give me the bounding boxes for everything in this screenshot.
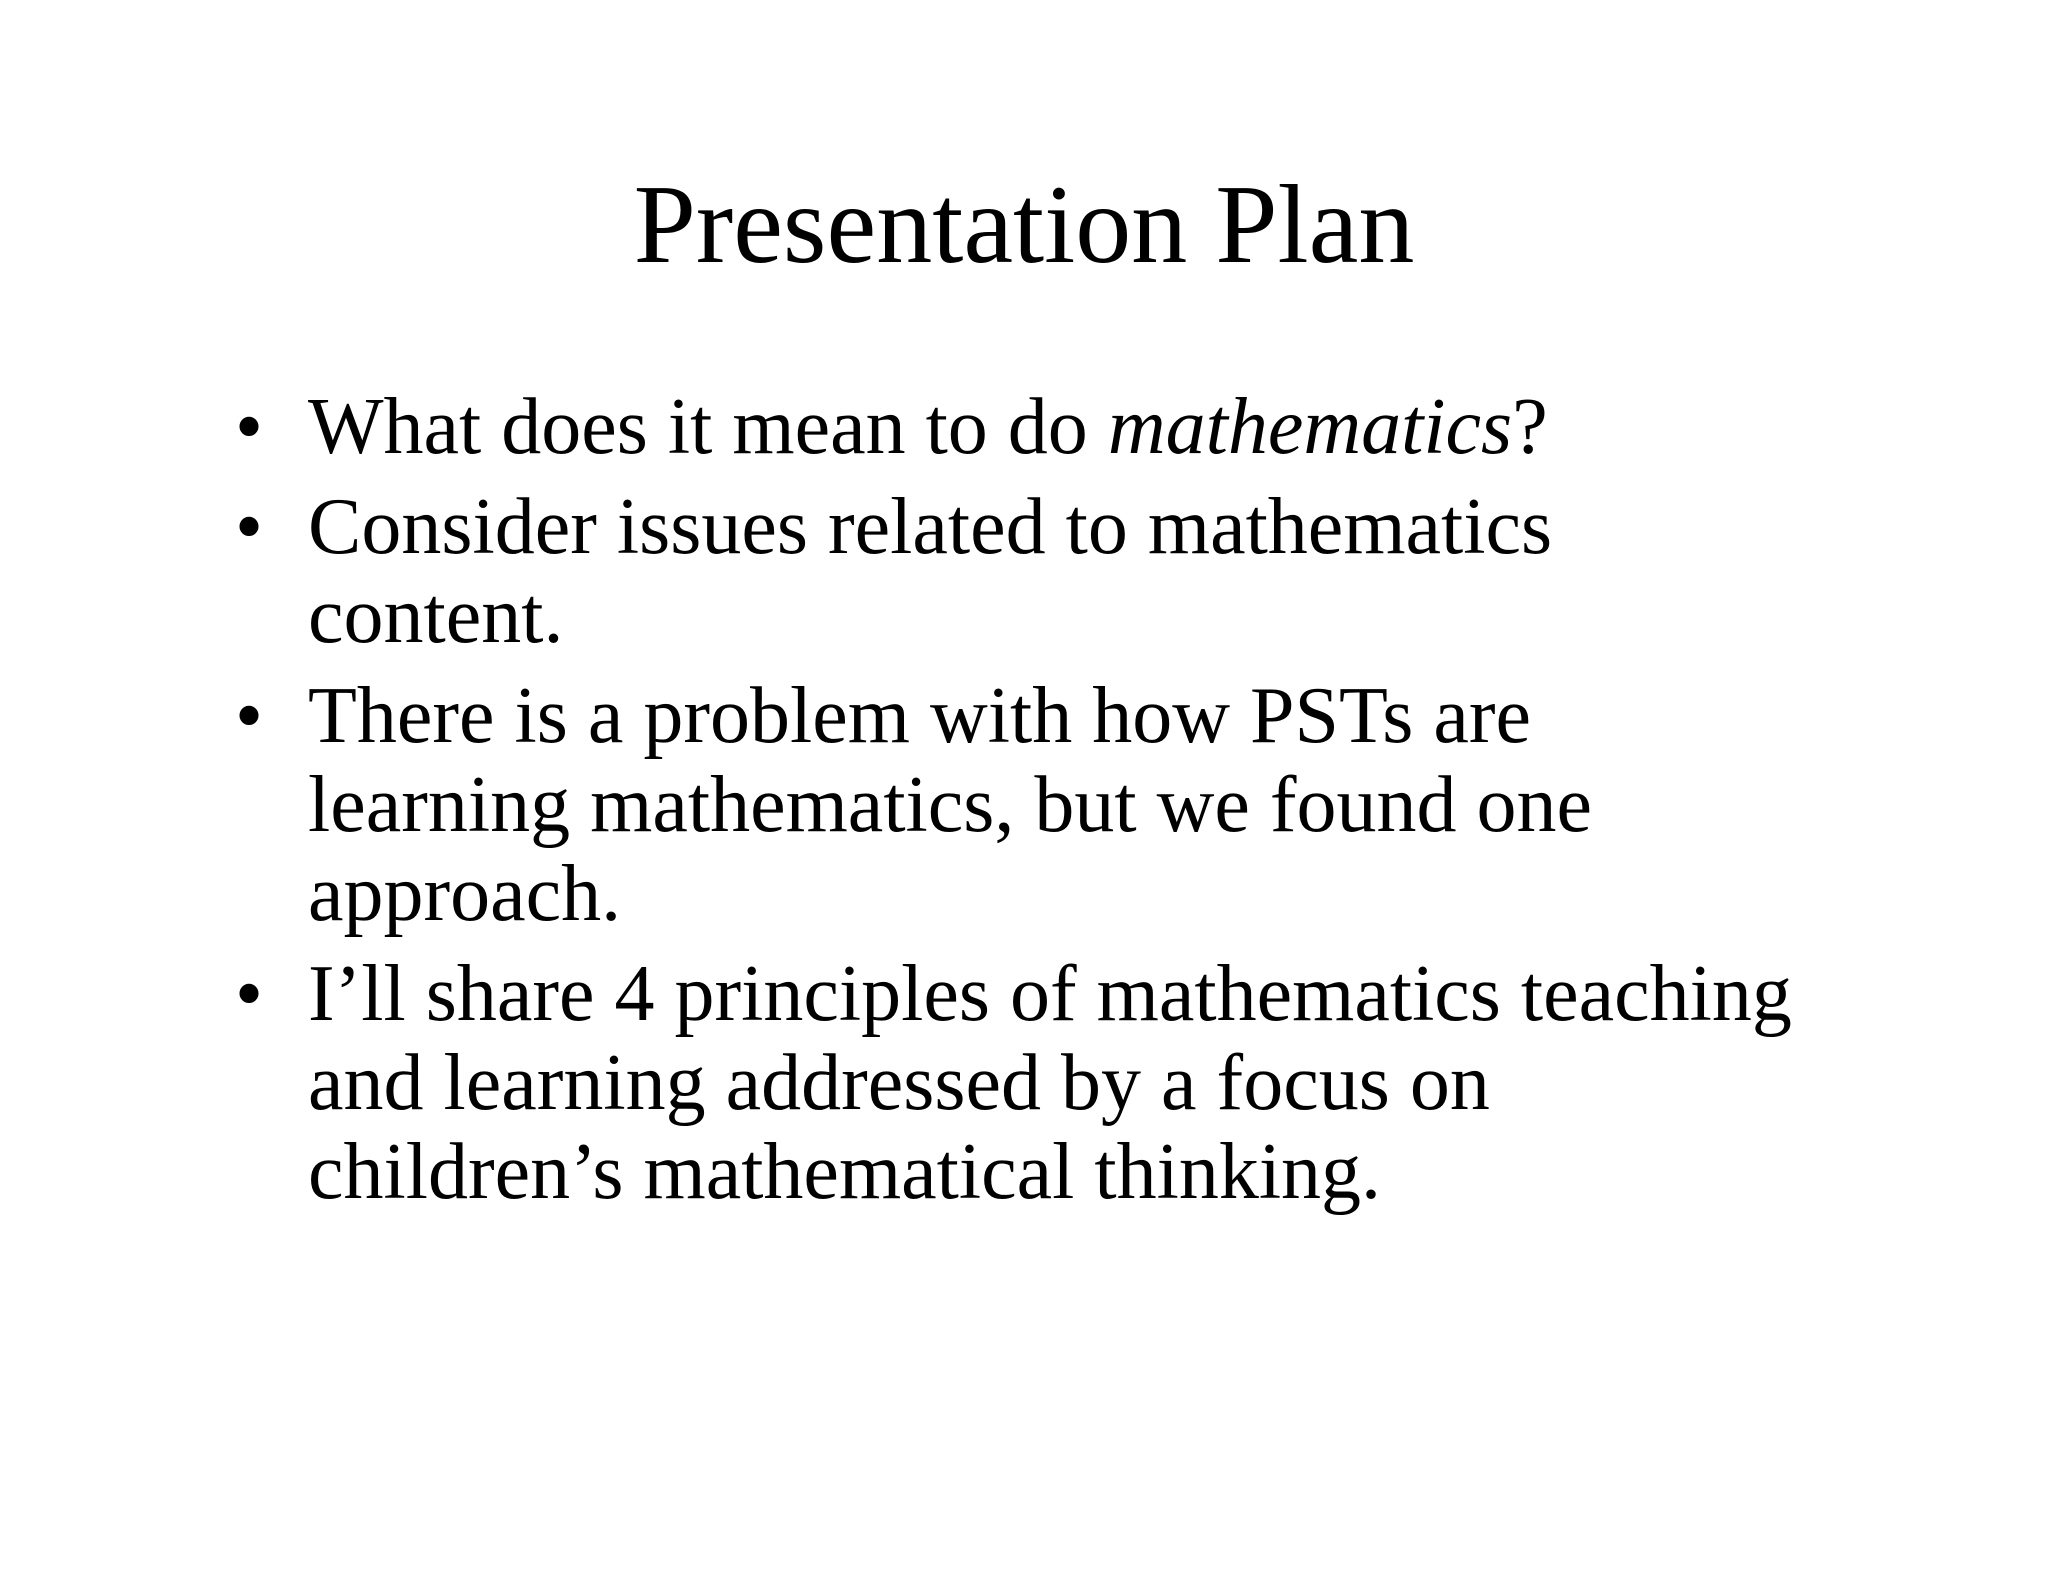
- bullet-text-emphasis: mathematics: [1107, 383, 1513, 471]
- bullet-text: There is a problem with how PSTs are learning mathematics, but we found one approach.: [308, 672, 1593, 938]
- bullet-text: Consider issues related to mathematics content.: [308, 483, 1553, 660]
- slide-title: Presentation Plan: [633, 163, 1415, 287]
- bullet-text: [308, 383, 1548, 471]
- bullet-text: I’ll share 4 principles of mathematics teaching and learning addressed by a focus on children’s mathematical thinking.: [308, 950, 1792, 1216]
- bullet-list: [235, 383, 1795, 1228]
- bullet-icon: •: [235, 950, 264, 1038]
- bullet-item: [235, 383, 1795, 472]
- bullet-icon: •: [235, 483, 264, 571]
- bullet-icon: •: [235, 672, 264, 760]
- bullet-item: [235, 672, 1795, 939]
- bullet-text-before: What does it mean to do: [308, 383, 1108, 471]
- bullet-icon: •: [235, 383, 264, 471]
- bullet-text-after: ?: [1512, 383, 1548, 471]
- bullet-item: [235, 483, 1795, 661]
- bullet-item: [235, 950, 1795, 1217]
